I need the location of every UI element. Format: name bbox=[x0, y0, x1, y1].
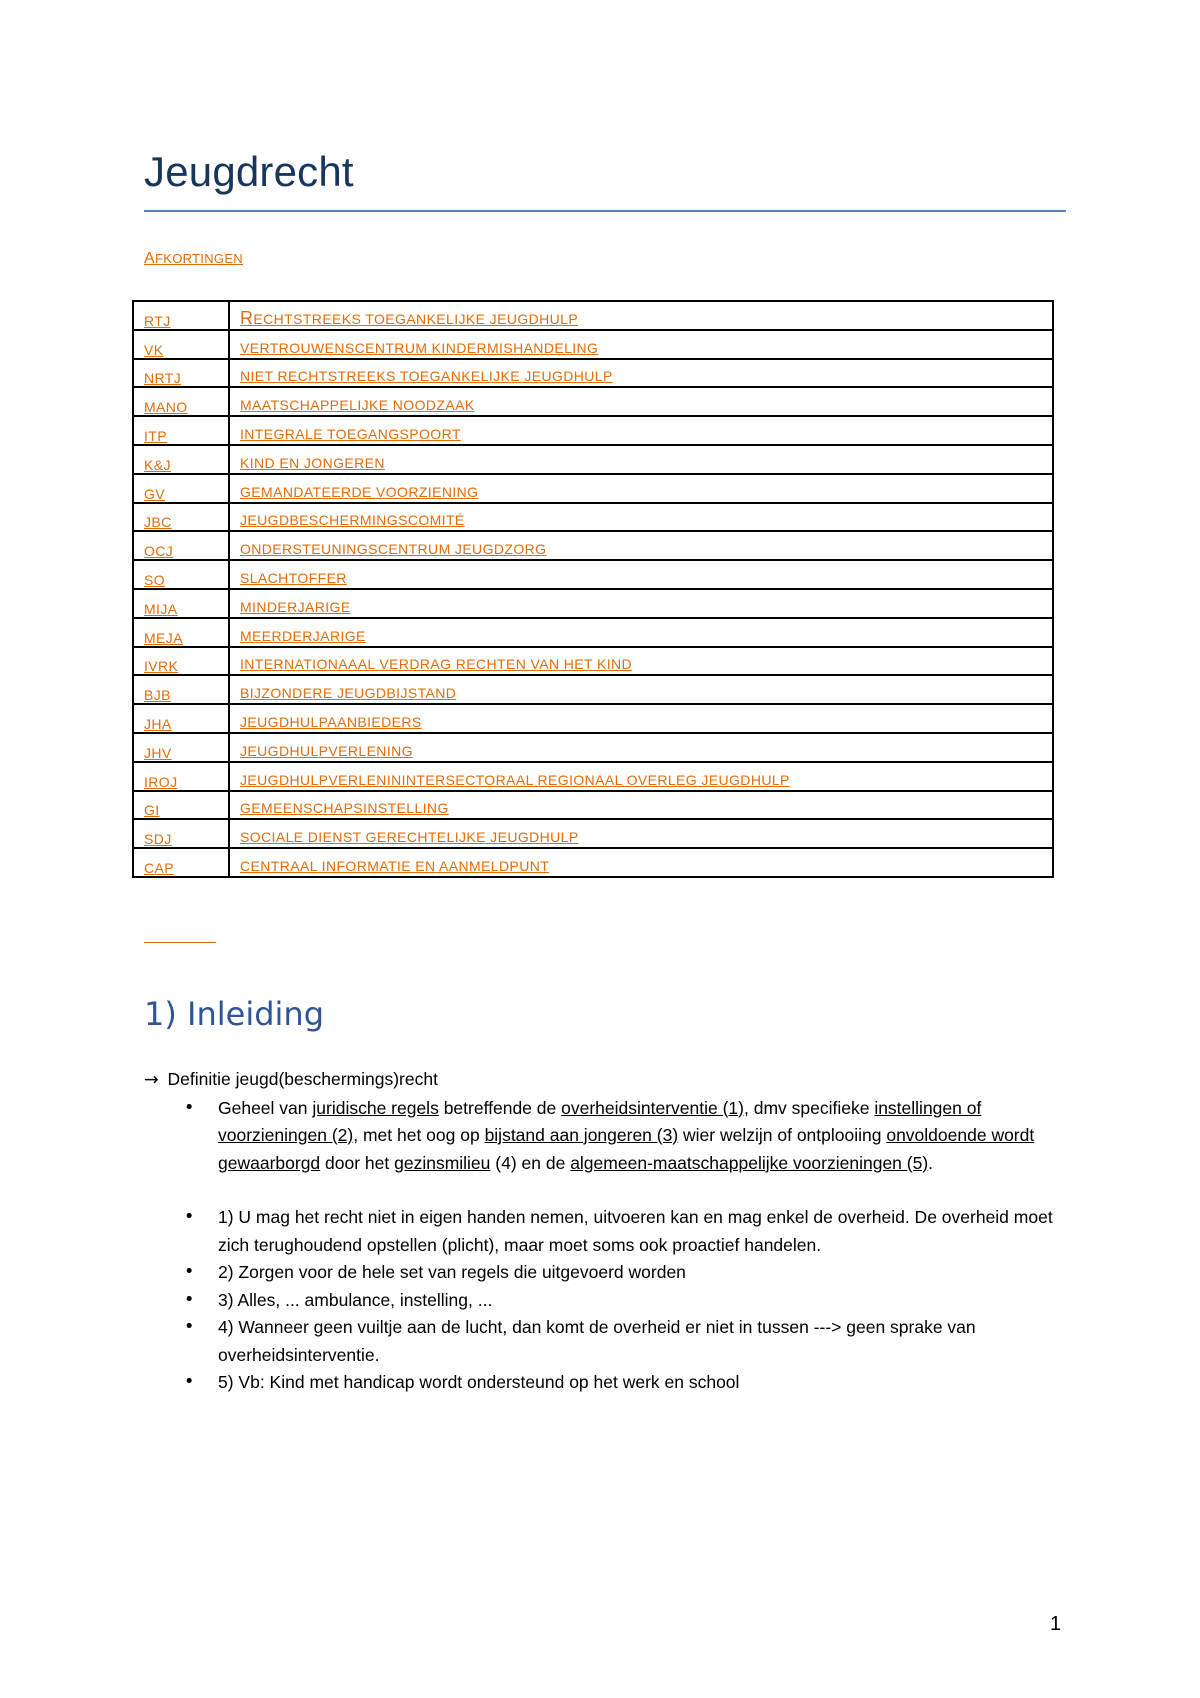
abbreviation-meaning: BIJZONDERE JEUGDBIJSTAND bbox=[229, 675, 1053, 704]
bullet-icon: • bbox=[184, 1262, 195, 1282]
table-row bbox=[133, 791, 1053, 820]
abbreviation-code: JHA bbox=[133, 704, 229, 733]
list-item: • 1) U mag het recht niet in eigen handen nemen, uitvoeren kan en mag enkel de overheid. De overheid moet zich terughoudend opstellen (plicht), maar moet soms ook proactief handelen. bbox=[144, 1204, 1074, 1259]
abbreviation-code: JHV bbox=[133, 733, 229, 762]
abbreviation-meaning: JEUGDHULPVERLENININTERSECTORAAL REGIONAAL OVERLEG JEUGDHULP bbox=[229, 762, 1053, 791]
abbreviation-meaning: MINDERJARIGE bbox=[229, 589, 1053, 618]
abbreviation-code: ITP bbox=[133, 416, 229, 445]
explanation-list bbox=[144, 1204, 1074, 1397]
abbreviation-meaning: JEUGDHULPVERLENING bbox=[229, 733, 1053, 762]
abbreviation-meaning: NIET RECHTSTREEKS TOEGANKELIJKE JEUGDHULP bbox=[229, 359, 1053, 388]
abbreviation-meaning: SOCIALE DIENST GERECHTELIJKE JEUGDHULP bbox=[229, 819, 1053, 848]
abbreviation-meaning: INTEGRALE TOEGANGSPOORT bbox=[229, 416, 1053, 445]
table-row bbox=[133, 531, 1053, 560]
abbreviation-code: MANO bbox=[133, 387, 229, 416]
abbreviation-code: BJB bbox=[133, 675, 229, 704]
bullet-icon: • bbox=[184, 1097, 195, 1118]
table-row bbox=[133, 301, 1053, 330]
table-row bbox=[133, 560, 1053, 589]
definition-list bbox=[144, 1095, 1074, 1178]
abbreviation-meaning: ONDERSTEUNINGSCENTRUM JEUGDZORG bbox=[229, 531, 1053, 560]
table-row bbox=[133, 589, 1053, 618]
table-row bbox=[133, 416, 1053, 445]
abbreviation-code: JBC bbox=[133, 503, 229, 532]
table-row bbox=[133, 848, 1053, 877]
list-item: • Geheel van juridische regels betreffende de overheidsinterventie (1), dmv specifieke instellingen of voorzieningen (2), met het oog op bijstand aan jongeren (3) wier welzijn of ontplooiing onvoldoende wordt gewaarborgd door het gezinsmilieu (4) en de algemeen-maatschappelijke voorzieningen (5). bbox=[144, 1095, 1074, 1178]
list-item: • 3) Alles, ... ambulance, instelling, ... bbox=[144, 1287, 1074, 1315]
table-row bbox=[133, 675, 1053, 704]
abbreviation-meaning: JEUGDBESCHERMINGSCOMITÉ bbox=[229, 503, 1053, 532]
table-row bbox=[133, 474, 1053, 503]
abbreviation-meaning: MEERDERJARIGE bbox=[229, 618, 1053, 647]
separator-line bbox=[144, 942, 216, 943]
table-row bbox=[133, 819, 1053, 848]
document-title: Jeugdrecht bbox=[144, 148, 354, 195]
table-row bbox=[133, 704, 1053, 733]
abbreviation-code: RTJ bbox=[133, 301, 229, 330]
bullet-icon: • bbox=[184, 1207, 195, 1227]
abbreviation-code: NRTJ bbox=[133, 359, 229, 388]
abbreviation-meaning: GEMEENSCHAPSINSTELLING bbox=[229, 791, 1053, 820]
abbreviation-meaning: KIND EN JONGEREN bbox=[229, 445, 1053, 474]
list-item: • 5) Vb: Kind met handicap wordt ondersteund op het werk en school bbox=[144, 1369, 1074, 1397]
bullet-icon: • bbox=[184, 1317, 195, 1337]
abbreviation-code: GV bbox=[133, 474, 229, 503]
abbreviation-meaning: RECHTSTREEKS TOEGANKELIJKE JEUGDHULP bbox=[229, 301, 1053, 330]
abbreviation-meaning: CENTRAAL INFORMATIE EN AANMELDPUNT bbox=[229, 848, 1053, 877]
table-row bbox=[133, 330, 1053, 359]
abbreviation-code: SO bbox=[133, 560, 229, 589]
table-row bbox=[133, 762, 1053, 791]
abbreviation-code: GI bbox=[133, 791, 229, 820]
list-item: • 4) Wanneer geen vuiltje aan de lucht, dan komt de overheid er niet in tussen ---> geen sprake van overheidsinterventie. bbox=[144, 1314, 1074, 1369]
abbreviation-meaning: INTERNATIONAAAL VERDRAG RECHTEN VAN HET KIND bbox=[229, 647, 1053, 676]
table-row bbox=[133, 503, 1053, 532]
abbreviation-code: OCJ bbox=[133, 531, 229, 560]
definition-label: → Definitie jeugd(beschermings)recht bbox=[144, 1069, 438, 1090]
table-row bbox=[133, 733, 1053, 762]
abbreviation-code: CAP bbox=[133, 848, 229, 877]
section-heading: 1) Inleiding bbox=[144, 995, 324, 1033]
abbreviations-heading: AFKORTINGEN bbox=[144, 250, 243, 267]
table-row bbox=[133, 445, 1053, 474]
bullet-icon: • bbox=[184, 1289, 195, 1310]
abbreviation-meaning: MAATSCHAPPELIJKE NOODZAAK bbox=[229, 387, 1053, 416]
bullet-icon: • bbox=[184, 1372, 195, 1392]
arrow-right-icon: → bbox=[144, 1070, 159, 1090]
title-underline bbox=[144, 210, 1066, 212]
list-item: • 2) Zorgen voor de hele set van regels die uitgevoerd worden bbox=[144, 1259, 1074, 1287]
table-row bbox=[133, 387, 1053, 416]
abbreviation-code: IROJ bbox=[133, 762, 229, 791]
abbreviation-code: IVRK bbox=[133, 647, 229, 676]
section-body bbox=[144, 1066, 1074, 1397]
abbreviation-meaning: VERTROUWENSCENTRUM KINDERMISHANDELING bbox=[229, 330, 1053, 359]
page-number: 1 bbox=[1050, 1613, 1062, 1635]
abbreviation-code: MEJA bbox=[133, 618, 229, 647]
abbreviation-code: MIJA bbox=[133, 589, 229, 618]
abbreviation-meaning: SLACHTOFFER bbox=[229, 560, 1053, 589]
abbreviation-code: K&J bbox=[133, 445, 229, 474]
abbreviation-meaning: GEMANDATEERDE VOORZIENING bbox=[229, 474, 1053, 503]
abbreviations-table bbox=[132, 300, 1054, 878]
abbreviation-code: SDJ bbox=[133, 819, 229, 848]
table-row bbox=[133, 647, 1053, 676]
abbreviation-meaning: JEUGDHULPAANBIEDERS bbox=[229, 704, 1053, 733]
table-row bbox=[133, 359, 1053, 388]
table-row bbox=[133, 618, 1053, 647]
abbreviation-code: VK bbox=[133, 330, 229, 359]
